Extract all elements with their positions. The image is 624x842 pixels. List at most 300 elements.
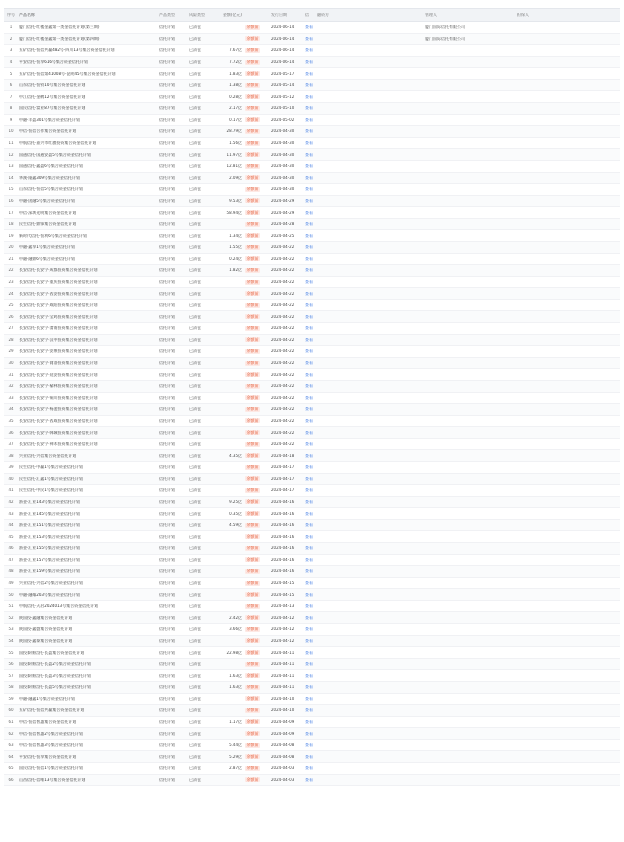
table-row[interactable] xyxy=(4,775,620,787)
product-name[interactable]: 国投泰康信托·长盈2号集合资金信托计划 xyxy=(19,662,91,667)
status-badge: 余额前 xyxy=(246,395,259,400)
table-row[interactable] xyxy=(4,369,620,381)
view-link[interactable]: 查看 xyxy=(305,60,313,65)
status-badge: 余额前 xyxy=(246,82,259,88)
status-badge: 余额前 xyxy=(246,684,259,690)
product-name[interactable]: 长安信托·长安宁·商洛投资集合资金信托计划 xyxy=(19,361,98,366)
view-link[interactable]: 查看 xyxy=(305,418,313,423)
product-name[interactable]: 中融·融耀203号集合资金信托计划 xyxy=(19,592,80,597)
risk-type: 已清仓 xyxy=(189,395,201,400)
header-product-type[interactable]: 产品类型 xyxy=(159,13,175,17)
product-name[interactable]: 国投泰康信托·长盈3号集合资金信托计划 xyxy=(19,673,91,678)
status-badge: 余额前 xyxy=(246,302,259,308)
product-name[interactable]: 中融·鑫享1号集合资金信托计划 xyxy=(19,245,75,250)
view-link[interactable]: 查看 xyxy=(305,685,313,690)
trust-cell xyxy=(304,349,316,353)
table-row[interactable] xyxy=(4,196,620,208)
view-link[interactable]: 查看 xyxy=(305,430,313,435)
risk-type: 已清仓 xyxy=(189,569,201,574)
table-row[interactable] xyxy=(4,717,620,729)
status-badge: 余额前 xyxy=(246,210,259,215)
product-name[interactable]: 浙金·汇业151号集合资金信托计划 xyxy=(19,523,80,528)
product-name[interactable]: 民生信托·汇鑫1号集合资金信托计划 xyxy=(19,476,83,481)
table-row[interactable] xyxy=(4,728,620,740)
table-row[interactable] xyxy=(4,393,620,405)
view-link[interactable]: 查看 xyxy=(305,442,313,447)
view-link[interactable]: 查看 xyxy=(305,719,313,724)
product-name[interactable]: 浙金·汇业155号集合资金信托计划 xyxy=(19,546,80,551)
amount: 0.28亿 xyxy=(229,94,242,99)
product-name[interactable]: 陕国投·鑫泰集合资金信托计划 xyxy=(19,638,73,643)
view-link[interactable]: 查看 xyxy=(305,222,313,227)
table-row[interactable] xyxy=(4,138,620,150)
view-link[interactable]: 查看 xyxy=(305,569,313,574)
table-row[interactable] xyxy=(4,416,620,428)
product-name[interactable]: 长安信托·长安宁·杨凌投资集合资金信托计划 xyxy=(19,407,98,412)
view-link[interactable]: 查看 xyxy=(305,534,313,539)
tag-cell xyxy=(244,523,270,528)
table-row[interactable] xyxy=(4,404,620,416)
view-link[interactable]: 查看 xyxy=(305,25,313,30)
view-link[interactable]: 查看 xyxy=(305,743,313,748)
product-name[interactable]: 浙金·汇业159号集合资金信托计划 xyxy=(19,569,80,574)
table-row[interactable] xyxy=(4,543,620,555)
view-link[interactable]: 查看 xyxy=(305,407,313,412)
view-link[interactable]: 查看 xyxy=(305,696,313,701)
product-name[interactable]: 长安信托·长安宁·宝鸡投资集合资金信托计划 xyxy=(19,314,98,319)
product-name[interactable]: 长安信托·长安宁·西咸投资集合资金信托计划 xyxy=(19,418,98,423)
trust-cell xyxy=(304,627,316,631)
amount: 0.17亿 xyxy=(229,117,242,122)
view-link[interactable]: 查看 xyxy=(305,349,313,354)
row-index: 64 xyxy=(8,754,14,759)
product-name[interactable]: 长安信托·长安宁·延安投资集合资金信托计划 xyxy=(19,372,98,377)
table-header xyxy=(4,8,620,22)
view-link[interactable]: 查看 xyxy=(305,152,313,157)
view-link[interactable]: 查看 xyxy=(305,453,313,458)
amount: 9.25亿 xyxy=(229,499,242,504)
view-link[interactable]: 查看 xyxy=(305,546,313,551)
tag-cell xyxy=(244,731,270,736)
table-row[interactable] xyxy=(4,682,620,694)
view-link[interactable]: 查看 xyxy=(305,280,313,284)
table-row[interactable] xyxy=(4,230,620,242)
header-index: 序号 xyxy=(7,13,15,17)
product-name[interactable]: 陕国投·鑫融集合资金信托计划 xyxy=(19,615,73,620)
row-index: 8 xyxy=(9,106,13,111)
trust-cell xyxy=(304,211,316,215)
risk-type: 已清仓 xyxy=(189,117,201,122)
product-type: 信托计划 xyxy=(159,638,175,643)
table-row[interactable] xyxy=(4,57,620,69)
risk-type: 已清仓 xyxy=(189,71,201,76)
table-row[interactable] xyxy=(4,705,620,717)
product-type: 信托计划 xyxy=(159,36,175,41)
risk-type: 已清仓 xyxy=(189,615,201,620)
table-row[interactable] xyxy=(4,624,620,636)
product-name[interactable]: 中信·深圳光明集合资金信托计划 xyxy=(19,210,77,215)
issue-date: 2024-04-28 xyxy=(271,222,295,227)
product-type: 信托计划 xyxy=(159,60,175,65)
view-link[interactable]: 查看 xyxy=(305,256,313,261)
product-name[interactable]: 国投泰康信托·长盈5号集合资金信托计划 xyxy=(19,685,91,690)
table-row[interactable] xyxy=(4,647,620,659)
view-link[interactable]: 查看 xyxy=(305,465,313,470)
status-badge: 余额前 xyxy=(246,128,259,134)
view-link[interactable]: 查看 xyxy=(305,326,313,331)
table-row[interactable] xyxy=(4,497,620,509)
product-name[interactable]: 国通信托·国通安盈5号集合资金信托计划 xyxy=(19,152,91,157)
table-row[interactable] xyxy=(4,346,620,358)
row-index: 57 xyxy=(8,673,14,678)
view-link[interactable]: 查看 xyxy=(305,187,313,192)
table-row[interactable] xyxy=(4,531,620,543)
view-link[interactable]: 查看 xyxy=(305,268,313,273)
product-name[interactable]: 厦门信托·红楼金鑫第一类金信托计划(第三期) xyxy=(19,25,100,30)
header-product-name[interactable]: 产品名称 xyxy=(19,13,35,17)
table-row[interactable] xyxy=(4,474,620,486)
issue-date: 2024-04-11 xyxy=(271,650,295,655)
product-type: 信托计划 xyxy=(159,349,175,354)
view-link[interactable]: 查看 xyxy=(305,708,313,713)
status-badge: 余额前 xyxy=(246,291,259,296)
product-name[interactable]: 山东信托·恒信5号集合资金信托计划 xyxy=(19,187,83,192)
header-amount[interactable]: 金额(亿元) xyxy=(222,13,242,17)
status-badge: 余额前 xyxy=(246,163,259,169)
product-name[interactable]: 长安信托·长安宁·榆林投资集合资金信托计划 xyxy=(19,384,98,389)
header-risk-type[interactable]: 风险类型 xyxy=(189,13,205,17)
product-name[interactable]: 民生信托·鼎锋集合资金信托计划 xyxy=(19,222,77,227)
view-link[interactable]: 查看 xyxy=(305,499,313,504)
product-name[interactable]: 长安信托·长安宁·重庆投资集合资金信托计划 xyxy=(19,280,98,284)
table-row[interactable] xyxy=(4,450,620,462)
product-name[interactable]: 国民信托·恒信1号集合资金信托计划 xyxy=(19,766,83,771)
table-row[interactable] xyxy=(4,184,620,196)
product-name[interactable]: 中信·恒信普惠3号集合资金信托计划 xyxy=(19,743,83,748)
status-badge: 余额前 xyxy=(246,557,259,562)
table-row[interactable] xyxy=(4,173,620,185)
view-link[interactable]: 查看 xyxy=(305,175,313,180)
table-row[interactable] xyxy=(4,612,620,624)
product-name[interactable]: 民生信托·中赢1号集合资金信托计划 xyxy=(19,465,83,470)
issue-date: 2024-04-22 xyxy=(271,349,295,354)
table-row[interactable] xyxy=(4,277,620,289)
product-name[interactable]: 中融·团融5号集合资金信托计划 xyxy=(19,198,75,203)
trust-cell xyxy=(304,546,316,550)
tag-cell xyxy=(244,291,270,296)
amount: 7.67亿 xyxy=(229,48,242,53)
tag-cell xyxy=(244,361,270,366)
product-name[interactable]: 厦门信托·红楼金鑫第一类金信托计划(第四期) xyxy=(19,36,100,41)
view-link[interactable]: 查看 xyxy=(305,615,313,620)
product-name[interactable]: 五矿信托·恒信共赢集合资金信托计划 xyxy=(19,708,85,713)
issue-date: 2024-04-16 xyxy=(271,499,295,504)
product-name[interactable]: 陕国投·鑫盛集合资金信托计划 xyxy=(19,627,73,632)
table-row[interactable] xyxy=(4,45,620,57)
product-name[interactable]: 平安信托·恒享集合资金信托计划 xyxy=(19,754,77,759)
product-name[interactable]: 山西信托·信唯13号集合资金信托计划 xyxy=(19,777,86,782)
table-row[interactable] xyxy=(4,508,620,520)
product-name[interactable]: 中信·恒信普惠集合资金信托计划 xyxy=(19,719,77,724)
table-row[interactable] xyxy=(4,254,620,266)
product-name[interactable]: 长安信托·长安宁·铜川投资集合资金信托计划 xyxy=(19,395,98,400)
product-name[interactable]: 浙金·汇业145号集合资金信托计划 xyxy=(19,511,80,516)
table-row[interactable] xyxy=(4,219,620,231)
product-type: 信托计划 xyxy=(159,604,175,609)
table-row[interactable] xyxy=(4,311,620,323)
view-link[interactable]: 查看 xyxy=(305,627,313,632)
view-link[interactable]: 查看 xyxy=(305,314,313,319)
view-link[interactable]: 查看 xyxy=(305,94,313,99)
header-issue-date[interactable]: 发行日期 xyxy=(271,13,287,17)
header-guarantor[interactable]: 担保人 xyxy=(517,13,529,17)
product-name[interactable]: 长安信托·长安宁·成都投资集合资金信托计划 xyxy=(19,268,98,273)
row-index: 40 xyxy=(8,476,14,481)
view-link[interactable]: 查看 xyxy=(305,662,313,667)
product-name[interactable]: 长安信托·长安宁·渭南投资集合资金信托计划 xyxy=(19,326,98,331)
product-name[interactable]: 中江信托·金鹤12号集合资金信托计划 xyxy=(19,94,86,99)
product-name[interactable]: 长安信托·长安宁·神木投资集合资金信托计划 xyxy=(19,442,98,447)
product-name[interactable]: 新时代信托·恒利6号集合资金信托计划 xyxy=(19,233,87,238)
product-name[interactable]: 山东信托·恒钧10号集合资金信托计划 xyxy=(19,83,86,88)
view-link[interactable]: 查看 xyxy=(305,581,313,586)
status-badge: 余额前 xyxy=(246,406,259,412)
view-link[interactable]: 查看 xyxy=(305,164,313,169)
table-row[interactable] xyxy=(4,126,620,138)
product-name[interactable]: 国投泰康信托·长盈集合资金信托计划 xyxy=(19,650,85,655)
table-row[interactable] xyxy=(4,555,620,567)
table-row[interactable] xyxy=(4,149,620,161)
product-name[interactable]: 浙金·汇业153号集合资金信托计划 xyxy=(19,534,80,539)
product-name[interactable]: 中融·融鑫1号集合资金信托计划 xyxy=(19,696,75,701)
view-link[interactable]: 查看 xyxy=(305,650,313,655)
view-link[interactable]: 查看 xyxy=(305,511,313,516)
header-borrower[interactable]: 融资方 xyxy=(317,13,329,17)
row-index: 22 xyxy=(8,268,14,273)
product-name[interactable]: 五矿信托·恒信共赢482号-四川13号集合资金信托计划 xyxy=(19,48,115,53)
table-row[interactable] xyxy=(4,439,620,451)
status-badge: 余额前 xyxy=(246,626,259,632)
table-row[interactable] xyxy=(4,636,620,648)
tag-cell xyxy=(244,106,270,111)
row-index: 11 xyxy=(8,141,14,146)
table-row[interactable] xyxy=(4,520,620,532)
tag-cell xyxy=(244,534,270,539)
view-link[interactable]: 查看 xyxy=(305,731,313,736)
view-link[interactable]: 查看 xyxy=(305,337,313,342)
status-badge: 余额前 xyxy=(246,464,259,470)
product-name[interactable]: 浙金·汇业157号集合资金信托计划 xyxy=(19,557,80,562)
table-row[interactable] xyxy=(4,80,620,92)
product-name[interactable]: 中信·恒信普惠2号集合资金信托计划 xyxy=(19,731,83,736)
view-link[interactable]: 查看 xyxy=(305,106,313,111)
table-row[interactable] xyxy=(4,34,620,46)
table-row[interactable] xyxy=(4,265,620,277)
status-badge: 余额前 xyxy=(246,198,259,203)
view-link[interactable]: 查看 xyxy=(305,361,313,366)
risk-type: 已清仓 xyxy=(189,326,201,331)
product-name[interactable]: 长安信托·长安宁·汉中投资集合资金信托计划 xyxy=(19,337,98,342)
product-name[interactable]: 民生信托·中民1号集合资金信托计划 xyxy=(19,488,83,493)
table-row[interactable] xyxy=(4,485,620,497)
issue-date: 2024-04-03 xyxy=(271,777,295,782)
table-row[interactable] xyxy=(4,694,620,706)
product-name[interactable]: 中信·恒信合作集合资金信托计划 xyxy=(19,129,77,134)
status-badge: 余额前 xyxy=(246,476,259,481)
product-name[interactable]: 中航信托·天启2024013号集合资金信托计划 xyxy=(19,604,99,609)
trust-cell xyxy=(304,303,316,307)
view-link[interactable]: 查看 xyxy=(305,523,313,528)
issue-date: 2024-06-14 xyxy=(271,36,295,41)
header-manager[interactable]: 管理人 xyxy=(425,13,437,17)
table-row[interactable] xyxy=(4,751,620,763)
risk-type: 已清仓 xyxy=(189,222,201,227)
product-type: 信托计划 xyxy=(159,708,175,713)
view-link[interactable]: 查看 xyxy=(305,488,313,493)
product-name[interactable]: 浙金·汇业143号集合资金信托计划 xyxy=(19,499,80,504)
product-name[interactable]: 五矿信托·恒信第41008号-昆明45号集合资金信托计划 xyxy=(19,71,116,76)
table-row[interactable] xyxy=(4,763,620,775)
product-name[interactable]: 长安信托·长安宁·西安投资集合资金信托计划 xyxy=(19,291,98,296)
table-row[interactable] xyxy=(4,589,620,601)
trust-cell xyxy=(304,662,316,666)
table-row[interactable] xyxy=(4,300,620,312)
issue-date: 2024-06-14 xyxy=(271,25,295,30)
row-index: 65 xyxy=(8,766,14,771)
view-link[interactable]: 查看 xyxy=(305,557,313,562)
view-link[interactable]: 查看 xyxy=(305,303,313,308)
table-row[interactable] xyxy=(4,161,620,173)
table-row[interactable] xyxy=(4,358,620,370)
view-link[interactable]: 查看 xyxy=(305,117,313,122)
table-row[interactable] xyxy=(4,740,620,752)
product-name[interactable]: 长安信托·长安宁·咸阳投资集合资金信托计划 xyxy=(19,303,98,308)
table-row[interactable] xyxy=(4,103,620,115)
issue-date: 2024-04-16 xyxy=(271,546,295,551)
tag-cell xyxy=(244,268,270,273)
view-link[interactable]: 查看 xyxy=(305,291,313,296)
tag-cell xyxy=(244,638,270,643)
view-link[interactable]: 查看 xyxy=(305,129,313,134)
amount: 3.66亿 xyxy=(229,627,242,632)
risk-type: 已清仓 xyxy=(189,268,201,273)
table-row[interactable] xyxy=(4,68,620,80)
view-link[interactable]: 查看 xyxy=(305,476,313,481)
view-link[interactable]: 查看 xyxy=(305,754,313,759)
view-link[interactable]: 查看 xyxy=(305,83,313,88)
trust-cell xyxy=(304,83,316,87)
table-row[interactable] xyxy=(4,670,620,682)
row-index: 15 xyxy=(8,187,14,192)
view-link[interactable]: 查看 xyxy=(305,384,313,389)
view-link[interactable]: 查看 xyxy=(305,673,313,678)
status-badge: 余额前 xyxy=(246,592,259,597)
view-link[interactable]: 查看 xyxy=(305,71,313,76)
table-row[interactable] xyxy=(4,323,620,335)
view-link[interactable]: 查看 xyxy=(305,48,313,53)
view-link[interactable]: 查看 xyxy=(305,36,313,41)
tag-cell xyxy=(244,152,270,157)
tag-cell xyxy=(244,592,270,597)
product-type: 信托计划 xyxy=(159,673,175,678)
row-index: 29 xyxy=(8,349,14,354)
view-link[interactable]: 查看 xyxy=(305,233,313,238)
table-row[interactable] xyxy=(4,207,620,219)
product-name[interactable]: 国通信托·鑫盈6号集合资金信托计划 xyxy=(19,164,83,169)
product-name[interactable]: 中航信托·嘉兴市红旗投资集合资金信托计划 xyxy=(19,141,97,146)
table-row[interactable] xyxy=(4,91,620,103)
product-name[interactable]: 中融·融鼎6号集合资金信托计划 xyxy=(19,256,75,261)
view-link[interactable]: 查看 xyxy=(305,395,313,400)
risk-type: 已清仓 xyxy=(189,499,201,504)
product-name[interactable]: 华澳·隆鑫309号集合资金信托计划 xyxy=(19,175,80,180)
product-name[interactable]: 兴业信托·兴信集合资金信托计划 xyxy=(19,453,77,458)
amount: 1.38亿 xyxy=(229,83,242,88)
tag-cell xyxy=(244,743,270,748)
table-row[interactable] xyxy=(4,659,620,671)
table-row[interactable] xyxy=(4,288,620,300)
view-link[interactable]: 查看 xyxy=(305,372,313,377)
table-row[interactable] xyxy=(4,578,620,590)
row-index: 60 xyxy=(8,708,14,713)
view-link[interactable]: 查看 xyxy=(305,141,313,146)
view-link[interactable]: 查看 xyxy=(305,604,313,609)
trust-cell xyxy=(304,37,316,41)
product-name[interactable]: 平安信托·恒享616号集合资金信托计划 xyxy=(19,60,88,65)
table-row[interactable] xyxy=(4,427,620,439)
view-link[interactable]: 查看 xyxy=(305,245,313,250)
tag-cell xyxy=(244,384,270,389)
tag-cell xyxy=(244,708,270,713)
issue-date: 2024-04-22 xyxy=(271,361,295,366)
table-row[interactable] xyxy=(4,566,620,578)
table-row[interactable] xyxy=(4,242,620,254)
view-link[interactable]: 查看 xyxy=(305,638,313,643)
product-name[interactable]: 国民信托·富业87号集合资金信托计划 xyxy=(19,106,86,111)
status-badge: 余额前 xyxy=(246,545,259,551)
table-row[interactable] xyxy=(4,335,620,347)
product-name[interactable]: 长安信托·长安宁·韩城投资集合资金信托计划 xyxy=(19,430,98,435)
tag-cell xyxy=(244,546,270,551)
table-row[interactable] xyxy=(4,381,620,393)
row-index: 33 xyxy=(8,395,14,400)
view-link[interactable]: 查看 xyxy=(305,198,313,203)
tag-cell xyxy=(244,280,270,285)
table-row[interactable] xyxy=(4,115,620,127)
trust-cell xyxy=(304,245,316,249)
tag-cell xyxy=(244,25,270,30)
tag-cell xyxy=(244,499,270,504)
view-link[interactable]: 查看 xyxy=(305,210,313,215)
row-index: 16 xyxy=(8,198,14,203)
amount: 0.35亿 xyxy=(229,511,242,516)
product-name[interactable]: 兴业信托·兴信2号集合资金信托计划 xyxy=(19,581,83,586)
row-index: 56 xyxy=(8,662,14,667)
table-row[interactable] xyxy=(4,601,620,613)
product-type: 信托计划 xyxy=(159,777,175,782)
table-row[interactable] xyxy=(4,22,620,34)
trust-cell xyxy=(304,176,316,180)
view-link[interactable]: 查看 xyxy=(305,592,313,597)
view-link[interactable]: 查看 xyxy=(305,766,313,771)
risk-type: 已清仓 xyxy=(189,604,201,609)
trust-cell xyxy=(304,373,316,377)
product-name[interactable]: 长安信托·长安宁·安康投资集合资金信托计划 xyxy=(19,349,98,354)
table-row[interactable] xyxy=(4,462,620,474)
product-name[interactable]: 中融·丰盈301号集合资金信托计划 xyxy=(19,117,80,122)
risk-type: 已清仓 xyxy=(189,546,201,551)
view-link[interactable]: 查看 xyxy=(305,777,313,782)
